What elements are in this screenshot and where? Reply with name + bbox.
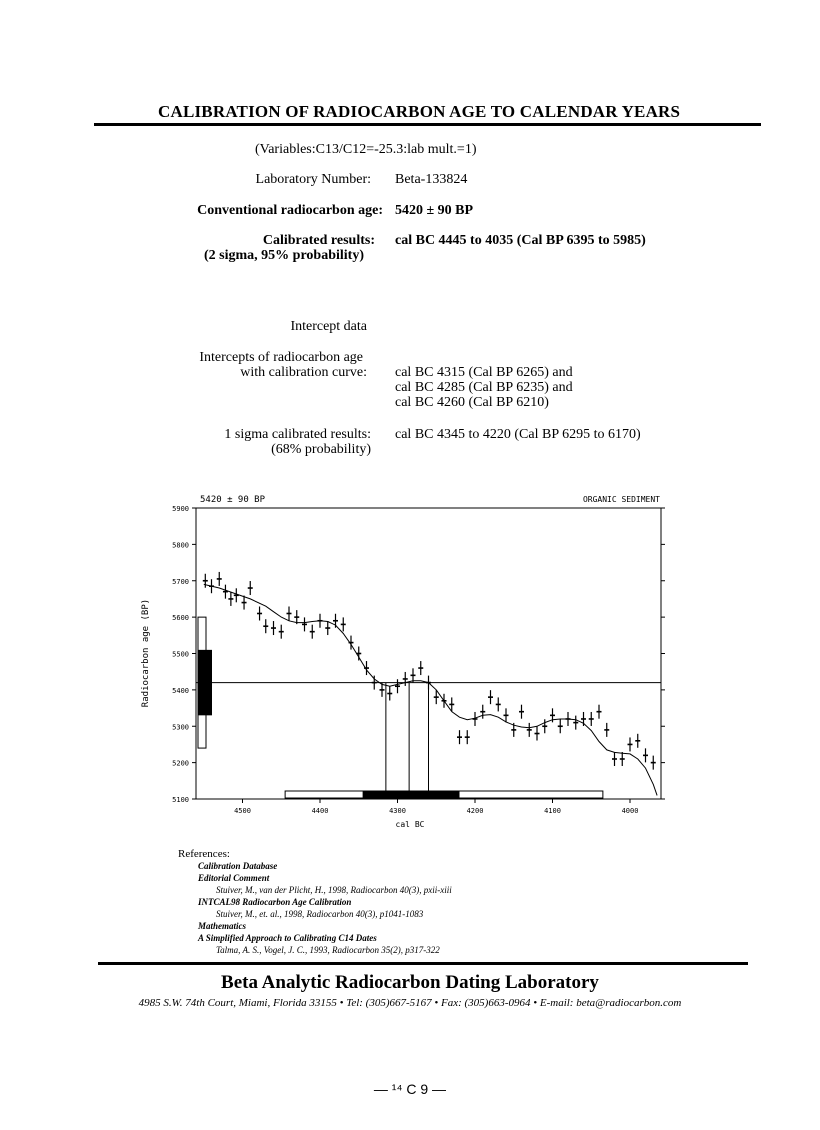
x-tick-label: 4000	[621, 807, 639, 815]
reference-title: Calibration Database	[198, 861, 278, 871]
footer-rule	[98, 962, 748, 965]
calibrated-value: cal BC 4445 to 4035 (Cal BP 6395 to 5985)	[395, 233, 646, 248]
calibration-curve	[204, 584, 657, 795]
chart-title-right: ORGANIC SEDIMENT	[582, 495, 660, 504]
reference-citation: Stuiver, M., et. al., 1998, Radiocarbon 40(3), p1041-1083	[216, 909, 424, 919]
lab-name: Beta Analytic Radiocarbon Dating Laboratory	[221, 972, 599, 993]
one-sigma-sub: (68% probability)	[271, 442, 371, 457]
lab-number-value: Beta-133824	[395, 172, 468, 187]
references-block	[178, 848, 452, 956]
y-tick-label: 5700	[172, 577, 189, 586]
lab-address: 4985 S.W. 74th Court, Miami, Florida 33155 • Tel: (305)667-5167 • Fax: (305)663-0964 • E-mail: beta@radiocarbon.com	[138, 997, 682, 1009]
y-tick-label: 5900	[172, 505, 189, 513]
calibrated-sub: (2 sigma, 95% probability)	[204, 248, 364, 263]
chart-title-left: 5420 ± 90 BP	[200, 495, 266, 505]
reference-title: Mathematics	[198, 921, 247, 931]
x-tick-label: 4500	[234, 807, 251, 815]
variables-line: (Variables:C13/C12=-25.3:lab mult.=1)	[255, 142, 477, 157]
x-tick-label: 4100	[544, 807, 561, 815]
calibration-chart	[120, 490, 680, 835]
references-heading: References:	[178, 848, 230, 860]
reference-citation: Stuiver, M., van der Plicht, H., 1998, Radiocarbon 40(3), pxii-xiii	[216, 885, 452, 895]
y-tick-label: 5200	[172, 759, 189, 768]
one-sigma-value: cal BC 4345 to 4220 (Cal BP 6295 to 6170)	[395, 427, 641, 442]
intercept-heading: Intercept data	[290, 319, 367, 334]
reference-title: Editorial Comment	[198, 873, 270, 883]
y-tick-label: 5400	[172, 686, 189, 695]
header-rule	[94, 123, 761, 126]
reference-title: INTCAL98 Radiocarbon Age Calibration	[198, 897, 352, 907]
chart-x-axis-label: cal BC	[395, 820, 425, 829]
intercept-2: cal BC 4285 (Cal BP 6235) and	[395, 380, 573, 395]
intercepts-label-2: with calibration curve:	[240, 365, 367, 380]
y-tick-label: 5300	[172, 723, 189, 732]
intercept-3: cal BC 4260 (Cal BP 6210)	[395, 395, 549, 410]
conv-age-value: 5420 ± 90 BP	[395, 203, 474, 218]
lab-number-label: Laboratory Number:	[255, 172, 371, 187]
x-tick-label: 4300	[389, 807, 406, 815]
page-mark: — ¹⁴ C 9 —	[373, 1081, 447, 1097]
page-title: CALIBRATION OF RADIOCARBON AGE TO CALENDAR YEARS	[158, 102, 681, 121]
y-tick-label: 5500	[172, 650, 189, 659]
one-sigma-range-bar	[363, 791, 460, 798]
calibrated-label: Calibrated results:	[262, 233, 375, 248]
reference-citation: Talma, A. S., Vogel, J. C., 1993, Radiocarbon 35(2), p317-322	[216, 945, 440, 955]
x-tick-label: 4200	[466, 807, 484, 815]
intercept-1: cal BC 4315 (Cal BP 6265) and	[395, 365, 573, 380]
intercepts-label-1: Intercepts of radiocarbon age	[199, 350, 363, 365]
y-tick-label: 5600	[172, 614, 189, 623]
x-tick-label: 4400	[311, 807, 329, 815]
y-tick-label: 5800	[172, 541, 189, 550]
chart-y-axis-label: Radiocarbon age (BP)	[141, 598, 151, 708]
one-sigma-label: 1 sigma calibrated results:	[224, 427, 371, 442]
conv-age-label: Conventional radiocarbon age:	[197, 203, 383, 218]
reference-title: A Simplified Approach to Calibrating C14 Dates	[198, 933, 377, 943]
y-tick-label: 5100	[172, 796, 189, 804]
